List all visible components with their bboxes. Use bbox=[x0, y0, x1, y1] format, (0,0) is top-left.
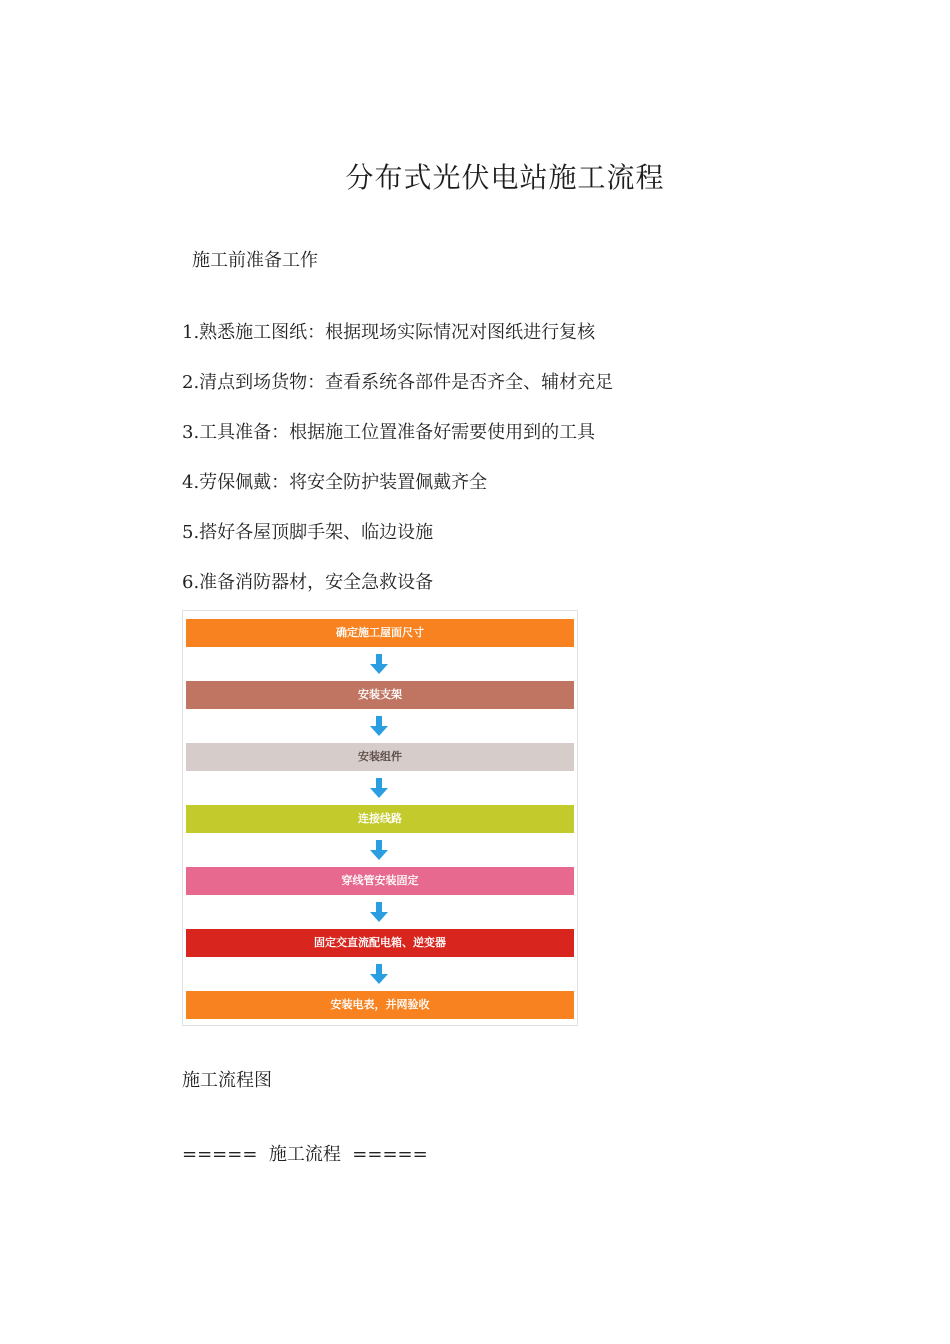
arrow-down-icon bbox=[369, 777, 389, 799]
list-item: 4.劳保佩戴：将安全防护装置佩戴齐全 bbox=[182, 472, 488, 493]
flow-step: 确定施工屋面尺寸 bbox=[186, 619, 574, 647]
arrow-down-icon bbox=[369, 963, 389, 985]
list-item: 5.搭好各屋顶脚手架、临边设施 bbox=[182, 522, 434, 543]
page-title: 分布式光伏电站施工流程 bbox=[345, 161, 665, 194]
flow-step: 连接线路 bbox=[186, 805, 574, 833]
arrow-down-icon bbox=[369, 901, 389, 923]
section-heading: 施工前准备工作 bbox=[192, 250, 318, 271]
arrow-down-icon bbox=[369, 715, 389, 737]
section-divider: ===== 施工流程 ===== bbox=[182, 1144, 428, 1165]
list-item: 2.清点到场货物：查看系统各部件是否齐全、辅材充足 bbox=[182, 372, 614, 393]
preparation-steps bbox=[182, 320, 613, 620]
list-item: 3.工具准备：根据施工位置准备好需要使用到的工具 bbox=[182, 422, 596, 443]
flow-step: 固定交直流配电箱、逆变器 bbox=[186, 929, 574, 957]
arrow-down-icon bbox=[369, 839, 389, 861]
list-item: 6.准备消防器材，安全急救设备 bbox=[182, 572, 434, 593]
flow-step: 安装支架 bbox=[186, 681, 574, 709]
figure-caption: 施工流程图 bbox=[182, 1070, 272, 1091]
flow-step: 安装组件 bbox=[186, 743, 574, 771]
flow-step: 安装电表，并网验收 bbox=[186, 991, 574, 1019]
arrow-down-icon bbox=[369, 653, 389, 675]
list-item: 1.熟悉施工图纸：根据现场实际情况对图纸进行复核 bbox=[182, 322, 596, 343]
flow-step: 穿线管安装固定 bbox=[186, 867, 574, 895]
construction-flowchart bbox=[182, 610, 578, 1026]
